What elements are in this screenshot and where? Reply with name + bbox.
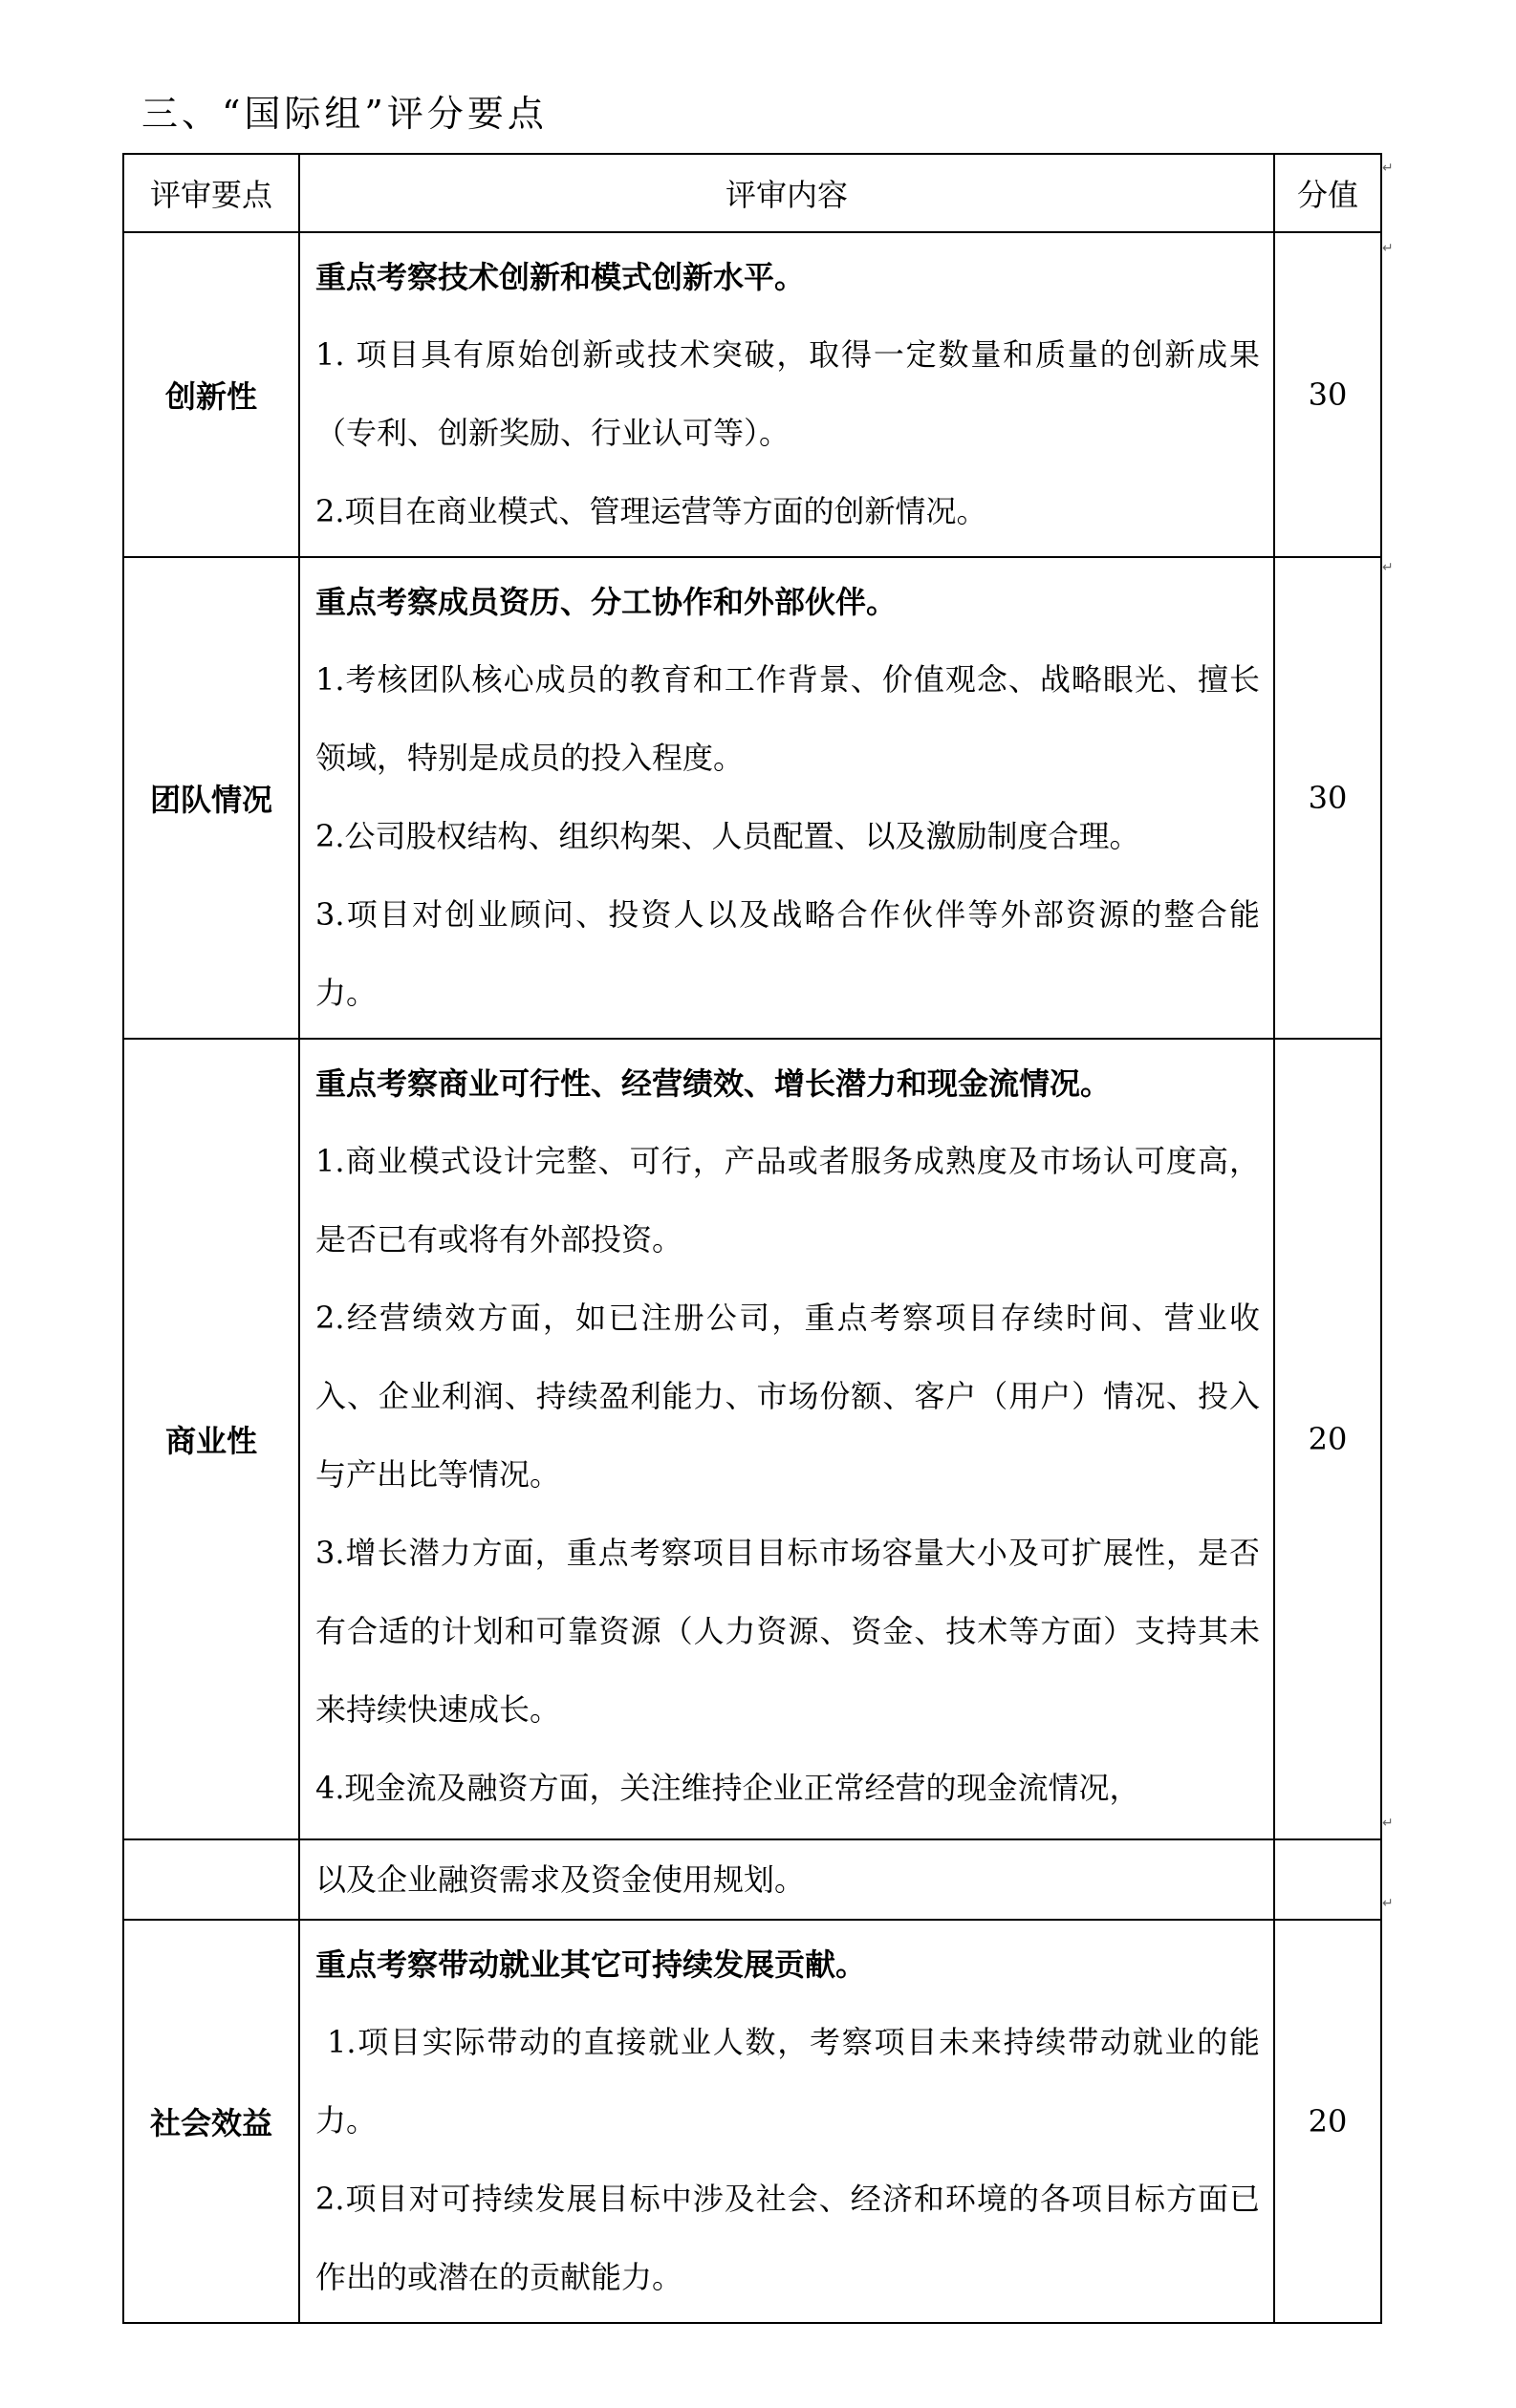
content-cell xyxy=(299,557,1274,1039)
content-cell xyxy=(299,1920,1274,2323)
return-mark-icon: ↵ xyxy=(1382,161,1394,176)
content-item: 1.考核团队核心成员的教育和工作背景、价值观念、战略眼光、擅长领域，特别是成员的投入程度。 xyxy=(315,661,1260,776)
return-mark-icon: ↵ xyxy=(1382,1816,1394,1831)
content-item: 2.项目在商业模式、管理运营等方面的创新情况。 xyxy=(315,493,987,529)
table-row xyxy=(123,232,1381,557)
score-cell: 30 xyxy=(1274,557,1381,1039)
score-cell: 30 xyxy=(1274,232,1381,557)
content-item: 2.项目对可持续发展目标中涉及社会、经济和环境的各项目标方面已作出的或潜在的贡献能力。 xyxy=(315,2181,1260,2295)
content-item: 4.现金流及融资方面，关注维持企业正常经营的现金流情况， xyxy=(315,1770,1140,1806)
content-item: 1.商业模式设计完整、可行，产品或者服务成熟度及市场认可度高，是否已有或将有外部投资。 xyxy=(315,1143,1260,1258)
return-mark-icon: ↵ xyxy=(1382,1896,1394,1911)
table-row-continuation xyxy=(123,1839,1381,1920)
continuation-cell: 以及企业融资需求及资金使用规划。 xyxy=(299,1839,1274,1920)
score-cell: 20 xyxy=(1274,1039,1381,1839)
table-row xyxy=(123,557,1381,1039)
criterion-cell: 创新性 xyxy=(123,232,299,557)
score-cell: 20 xyxy=(1274,1920,1381,2323)
content-item: 3.增长潜力方面，重点考察项目目标市场容量大小及可扩展性，是否有合适的计划和可靠资源（人力资源、资金、技术等方面）支持其未来持续快速成长。 xyxy=(315,1535,1260,1728)
table-row xyxy=(123,1039,1381,1839)
section-title: 三、“国际组”评分要点 xyxy=(141,93,548,135)
header-criterion: 评审要点 xyxy=(123,154,299,232)
table-header-row xyxy=(123,154,1381,232)
content-lead: 重点考察带动就业其它可持续发展贡献。 xyxy=(315,1946,867,1983)
content-lead: 重点考察技术创新和模式创新水平。 xyxy=(315,259,806,295)
empty-cell xyxy=(123,1839,299,1920)
header-content: 评审内容 xyxy=(299,154,1274,232)
empty-cell xyxy=(1274,1839,1381,1920)
content-item: 3.项目对创业顾问、投资人以及战略合作伙伴等外部资源的整合能力。 xyxy=(315,896,1260,1011)
criterion-cell: 团队情况 xyxy=(123,557,299,1039)
content-lead: 重点考察商业可行性、经营绩效、增长潜力和现金流情况。 xyxy=(315,1065,1112,1102)
content-cell xyxy=(299,1039,1274,1839)
scoring-table xyxy=(122,153,1382,2324)
content-cell xyxy=(299,232,1274,557)
criterion-cell: 商业性 xyxy=(123,1039,299,1839)
return-mark-icon: ↵ xyxy=(1382,560,1394,575)
return-mark-icon: ↵ xyxy=(1382,241,1394,256)
content-item: 1. 项目具有原始创新或技术突破，取得一定数量和质量的创新成果（专利、创新奖励、行业认可等）。 xyxy=(315,336,1260,451)
content-item: 1.项目实际带动的直接就业人数，考察项目未来持续带动就业的能力。 xyxy=(315,2024,1260,2139)
header-score: 分值 xyxy=(1274,154,1381,232)
content-item: 2.公司股权结构、组织构架、人员配置、以及激励制度合理。 xyxy=(315,818,1140,854)
table-row xyxy=(123,1920,1381,2323)
content-lead: 重点考察成员资历、分工协作和外部伙伴。 xyxy=(315,584,898,620)
content-item: 2.经营绩效方面，如已注册公司，重点考察项目存续时间、营业收入、企业利润、持续盈利能力、市场份额、客户（用户）情况、投入与产出比等情况。 xyxy=(315,1300,1260,1493)
criterion-cell: 社会效益 xyxy=(123,1920,299,2323)
